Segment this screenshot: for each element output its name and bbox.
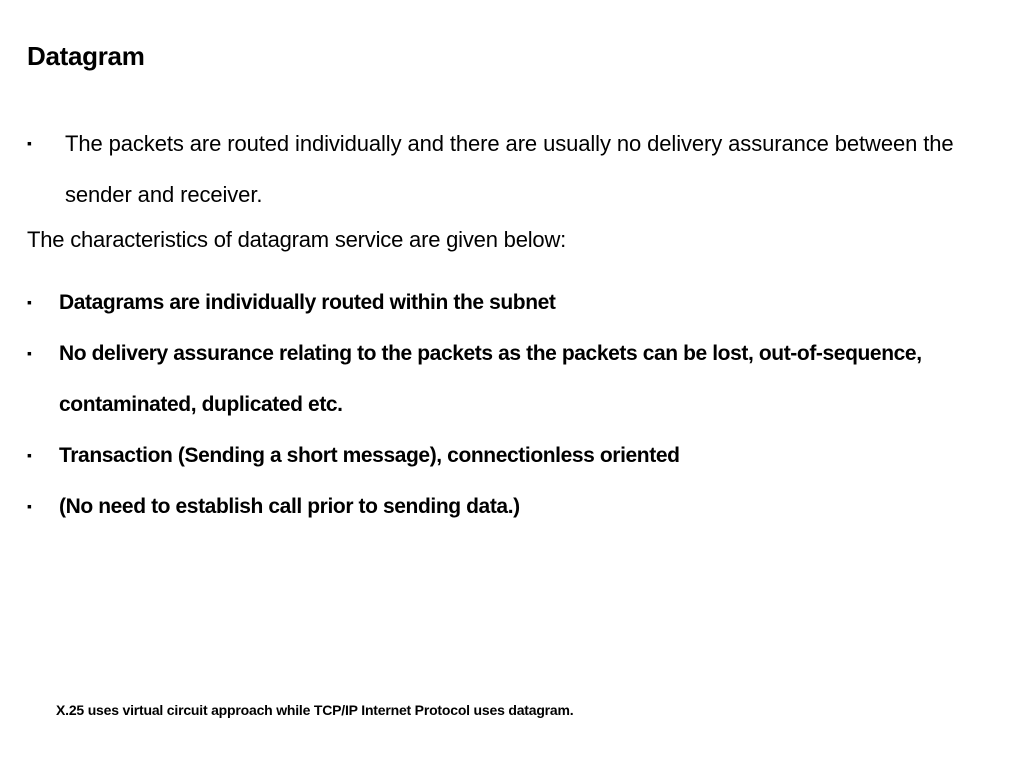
footnote: X.25 uses virtual circuit approach while TCP/IP Internet Protocol uses datagram. [56,702,574,718]
characteristic-item [27,430,987,481]
square-bullet-icon: ▪ [27,447,32,463]
characteristic-item [27,328,987,430]
square-bullet-icon: ▪ [27,345,32,361]
slide-title: Datagram [27,41,145,71]
characteristic-text: (No need to establish call prior to sending data.) [59,495,520,518]
characteristics-lead-text: The characteristics of datagram service are given below: [27,227,567,252]
square-bullet-icon: ▪ [27,294,32,310]
characteristic-text: Transaction (Sending a short message), connectionless oriented [59,444,680,467]
characteristic-item [27,481,987,532]
characteristic-item [27,277,987,328]
characteristic-text: Datagrams are individually routed within the subnet [59,291,556,314]
characteristic-text: No delivery assurance relating to the packets as the packets can be lost, out-of-sequence, contaminated, duplicated etc. [59,342,922,416]
square-bullet-icon: ▪ [27,135,32,151]
intro-bullet-text: The packets are routed individually and there are usually no delivery assurance between the sender and receiver. [65,131,954,207]
square-bullet-icon: ▪ [27,498,32,514]
characteristics-list [27,277,987,532]
intro-bullet-item [27,118,1002,220]
